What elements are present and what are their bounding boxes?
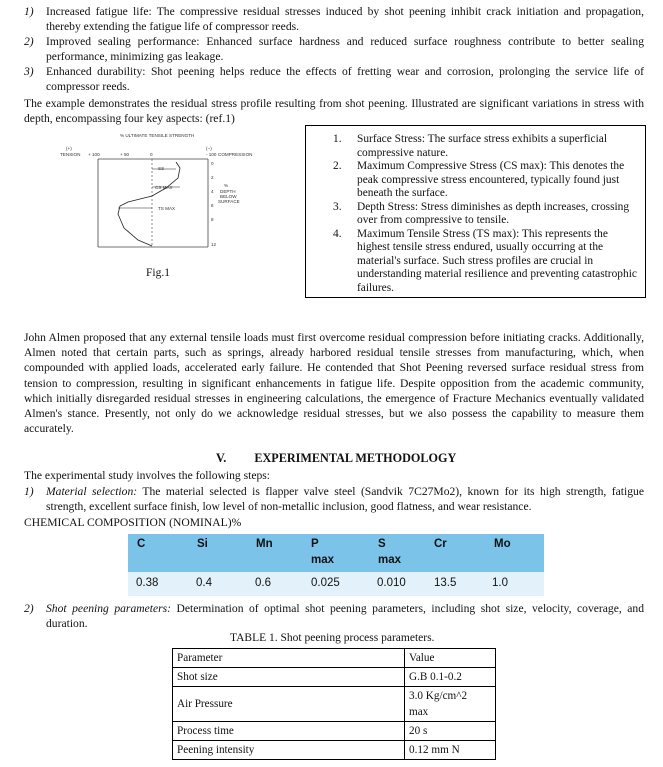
aspect-item	[306, 160, 645, 201]
composition-header-row	[128, 534, 544, 572]
depth-tick: 6	[211, 203, 214, 208]
aspect-number: 1.	[333, 133, 342, 145]
value-mo: 1.0	[492, 577, 508, 589]
aspects-box	[305, 125, 646, 298]
aspect-item	[306, 201, 645, 228]
stress-profile-diagram	[58, 132, 253, 252]
value-mn: 0.6	[255, 577, 271, 589]
step-label: Shot peening parameters:	[46, 602, 172, 615]
tick-plus50: + 50	[120, 152, 130, 157]
step-label: Material selection:	[46, 485, 138, 498]
aspect-number: 4.	[333, 227, 342, 240]
almen-paragraph: John Almen proposed that any external tensile loads must first overcome residual compression before initiating cracks. Additionally, Almen noted that certain parts, such as springs, already harbored residual tensile stresses from manufacturing, which, when compounded with applied loads, accelerated early failure. He contended that Shot Peening reversed surface residual stress from tension to compression, resulting in significant enhancements in fatigue life. Despite opposition from the academic community, which initially disregarded residual stresses in engineering calculations, the emergence of Fracture Mechanics eventually validated Almen's stance. Presently, not only do we acknowledge residual stresses, but we also possess the capability to measure them accurately.	[24, 331, 644, 436]
step-number: 2)	[24, 602, 34, 615]
depth-tick: 8	[211, 217, 214, 222]
depth-label-2: DEPTH	[220, 189, 236, 194]
table-cell: 20 s	[405, 722, 496, 741]
depth-tick: 0	[211, 161, 214, 166]
step-text: Determination of optimal shot peening parameters, including shot size, velocity, coverage, and duration.	[46, 602, 644, 631]
stress-curve	[118, 162, 180, 246]
intro-item-1	[24, 4, 644, 34]
table-row	[173, 722, 496, 741]
aspect-text: Depth Stress: Stress diminishes as depth increases, crossing over from compressive to tensile.	[357, 200, 630, 226]
depth-label-4: SURFACE	[218, 199, 240, 204]
shot-peening-parameters-table	[172, 648, 496, 760]
figure-top-label: % ULTIMATE TENSILE STRENGTH	[120, 133, 195, 138]
header-s: S	[378, 538, 386, 550]
figure-caption: Fig.1	[146, 267, 170, 279]
table-header-cell: Value	[405, 649, 496, 668]
header-s-max: max	[378, 554, 402, 566]
intro-item-text: Improved sealing performance: Enhanced surface hardness and reduced surface roughness contribute to better sealing performance, minimizing gas leakage.	[46, 35, 644, 64]
section-number: V.	[216, 451, 227, 465]
table-row	[173, 687, 496, 722]
depth-label-3: BELOW	[220, 194, 237, 199]
aspect-item	[306, 228, 645, 296]
intro-item-number: 3)	[24, 65, 34, 78]
value-c: 0.38	[136, 577, 159, 589]
steps-intro: The experimental study involves the following steps:	[24, 469, 270, 482]
composition-title: CHEMICAL COMPOSITION (NOMINAL)%	[24, 516, 242, 529]
tick-minus100: - 100	[206, 152, 217, 157]
depth-tick: 2	[211, 175, 214, 180]
depth-tick: 4	[211, 189, 214, 194]
header-si: Si	[197, 538, 208, 550]
tick-zero: 0	[150, 152, 153, 157]
section-heading	[216, 451, 456, 466]
ss-label: SS	[158, 166, 165, 171]
cs-max-label: CS MAX	[155, 185, 173, 190]
table-cell	[405, 687, 496, 722]
intro-item-text: Increased fatigue life: The compressive residual stresses induced by shot peening inhibit crack initiation and propagation, thereby extending the fatigue life of compressor reeds.	[46, 5, 644, 34]
tension-sign: (+)	[66, 146, 72, 151]
depth-tick: 12	[211, 242, 217, 247]
value-si: 0.4	[196, 577, 212, 589]
aspect-number: 3.	[333, 200, 342, 213]
header-cr: Cr	[434, 538, 447, 550]
table-row	[173, 741, 496, 760]
intro-item-number: 2)	[24, 35, 34, 48]
header-c: C	[137, 538, 146, 550]
table1-caption: TABLE 1. Shot peening process parameters.	[230, 632, 435, 644]
stress-profile-figure	[58, 132, 253, 252]
table-header-cell: Parameter	[173, 649, 405, 668]
compression-label: COMPRESSION	[218, 152, 253, 157]
table-cell: G.B 0.1-0.2	[405, 668, 496, 687]
table-cell: Shot size	[173, 668, 405, 687]
step-text: The material selected is flapper valve steel (Sandvik 7C27Mo2), known for its high strength, fatigue strength, excellent surface finish, low level of non-metallic inclusion, good flatness, and wear resistance.	[46, 485, 644, 514]
aspect-item	[306, 133, 645, 160]
tick-plus100: + 100	[88, 152, 100, 157]
step-1	[24, 484, 644, 514]
value-s: 0.010	[377, 577, 406, 589]
aspect-number: 2.	[333, 160, 342, 172]
intro-item-number: 1)	[24, 5, 34, 18]
composition-table	[128, 534, 544, 596]
value-cr: 13.5	[434, 577, 457, 589]
table-cell: 0.12 mm N	[405, 741, 496, 760]
compression-sign: (−)	[206, 146, 212, 151]
table-cell: Air Pressure	[173, 687, 405, 722]
header-mn: Mn	[256, 538, 273, 550]
air-pressure-value: 3.0 Kg/cm^2	[409, 690, 468, 702]
table-cell: Process time	[173, 722, 405, 741]
example-paragraph: The example demonstrates the residual stress profile resulting from shot peening. Illustrated are significant variations in stress with depth, encompassing four key aspects: (ref.1)	[24, 97, 644, 126]
aspect-text: Surface Stress: The surface stress exhibits a superficial compressive nature.	[357, 133, 607, 159]
table-cell: Peening intensity	[173, 741, 405, 760]
header-p-max: max	[311, 554, 335, 566]
ts-max-label: TS MAX	[158, 206, 176, 211]
aspect-text: Maximum Tensile Stress (TS max): This represents the highest tensile stress endured, usually occurring at the material's surface. Such stress profiles are crucial in understanding material resilience and preventing catastrophic failures.	[357, 227, 637, 294]
table-row	[173, 668, 496, 687]
header-p: P	[311, 538, 319, 550]
header-mo: Mo	[494, 538, 511, 550]
aspect-text: Maximum Compressive Stress (CS max): This denotes the peak compressive stress encountered, typically found just beneath the surface.	[357, 160, 625, 199]
depth-label-1: %	[224, 183, 229, 188]
step-2	[24, 601, 644, 631]
step-number: 1)	[24, 485, 34, 498]
table-row	[173, 649, 496, 668]
value-p: 0.025	[311, 577, 340, 589]
air-pressure-qualifier: max	[409, 706, 429, 718]
intro-item-3	[24, 64, 644, 94]
section-title: EXPERIMENTAL METHODOLOGY	[254, 451, 457, 465]
intro-item-text: Enhanced durability: Shot peening helps reduce the effects of fretting wear and corrosion, prolonging the service life of compressor reeds.	[46, 65, 644, 94]
tension-label: TENSION	[60, 152, 81, 157]
intro-item-2	[24, 34, 644, 64]
